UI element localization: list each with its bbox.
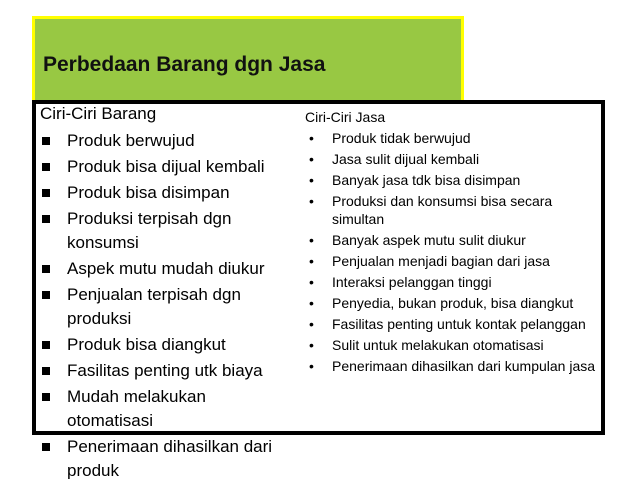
goods-item <box>40 283 295 331</box>
goods-item-text: Fasilitas penting utk biaya <box>67 361 263 380</box>
services-item <box>305 231 597 249</box>
goods-item-text: Penerimaan dihasilkan dari produk <box>67 437 273 479</box>
goods-item <box>40 129 295 153</box>
services-item-text: Penyedia, bukan produk, bisa diangkut <box>332 295 574 311</box>
goods-item-text: Produk bisa dijual kembali <box>67 157 265 176</box>
goods-item <box>40 257 295 281</box>
goods-item-text: Produk bisa disimpan <box>67 183 230 202</box>
round-bullet-icon: • <box>309 172 314 188</box>
round-bullet-icon: • <box>309 130 314 146</box>
round-bullet-icon: • <box>309 274 314 290</box>
services-item-text: Jasa sulit dijual kembali <box>332 151 480 167</box>
goods-item-text: Penjualan terpisah dgn produksi <box>67 285 241 328</box>
square-bullet-icon <box>42 163 50 171</box>
title-banner <box>32 16 464 103</box>
goods-item <box>40 181 295 205</box>
services-item-text: Fasilitas penting untuk kontak pelanggan <box>332 316 586 332</box>
services-item-text: Banyak jasa tdk bisa disimpan <box>332 172 521 188</box>
services-heading: Ciri-Ciri Jasa <box>305 109 386 125</box>
goods-item <box>40 333 295 357</box>
services-item <box>305 192 597 228</box>
square-bullet-icon <box>42 265 50 273</box>
square-bullet-icon <box>42 393 50 401</box>
round-bullet-icon: • <box>309 193 314 209</box>
goods-column <box>40 102 295 479</box>
services-item-text: Penerimaan dihasilkan dari kumpulan jasa <box>332 358 596 374</box>
square-bullet-icon <box>42 291 50 299</box>
goods-item-text: Aspek mutu mudah diukur <box>67 259 265 278</box>
goods-item <box>40 385 295 433</box>
services-item <box>305 171 597 189</box>
round-bullet-icon: • <box>309 337 314 353</box>
goods-item-text: Mudah melakukan otomatisasi <box>67 387 206 430</box>
square-bullet-icon <box>42 215 50 223</box>
services-item <box>305 150 597 168</box>
goods-item <box>40 359 295 383</box>
square-bullet-icon <box>42 367 50 375</box>
services-item-text: Interaksi pelanggan tinggi <box>332 274 492 290</box>
services-item-text: Produksi dan konsumsi bisa secara simultan <box>332 193 553 227</box>
goods-list <box>40 129 295 479</box>
goods-item-text: Produksi terpisah dgn konsumsi <box>67 209 232 252</box>
services-item-text: Penjualan menjadi bagian dari jasa <box>332 253 550 269</box>
services-item <box>305 252 597 270</box>
goods-item-text: Produk berwujud <box>67 131 195 150</box>
services-list <box>305 129 597 375</box>
services-item <box>305 273 597 291</box>
services-item-text: Banyak aspek mutu sulit diukur <box>332 232 526 248</box>
square-bullet-icon <box>42 341 50 349</box>
services-item <box>305 336 597 354</box>
services-column <box>305 108 597 378</box>
round-bullet-icon: • <box>309 232 314 248</box>
round-bullet-icon: • <box>309 295 314 311</box>
goods-item <box>40 207 295 255</box>
services-item <box>305 129 597 147</box>
square-bullet-icon <box>42 189 50 197</box>
round-bullet-icon: • <box>309 358 314 374</box>
goods-item <box>40 155 295 179</box>
goods-heading: Ciri-Ciri Barang <box>40 104 157 123</box>
services-item-text: Produk tidak berwujud <box>332 130 471 146</box>
square-bullet-icon <box>42 137 50 145</box>
goods-item-text: Produk bisa diangkut <box>67 335 226 354</box>
services-item <box>305 357 597 375</box>
round-bullet-icon: • <box>309 151 314 167</box>
slide-title: Perbedaan Barang dgn Jasa <box>43 53 326 76</box>
round-bullet-icon: • <box>309 316 314 332</box>
square-bullet-icon <box>42 443 50 451</box>
services-item-text: Sulit untuk melakukan otomatisasi <box>332 337 544 353</box>
round-bullet-icon: • <box>309 253 314 269</box>
services-item <box>305 294 597 312</box>
goods-item <box>40 435 295 479</box>
services-item <box>305 315 597 333</box>
